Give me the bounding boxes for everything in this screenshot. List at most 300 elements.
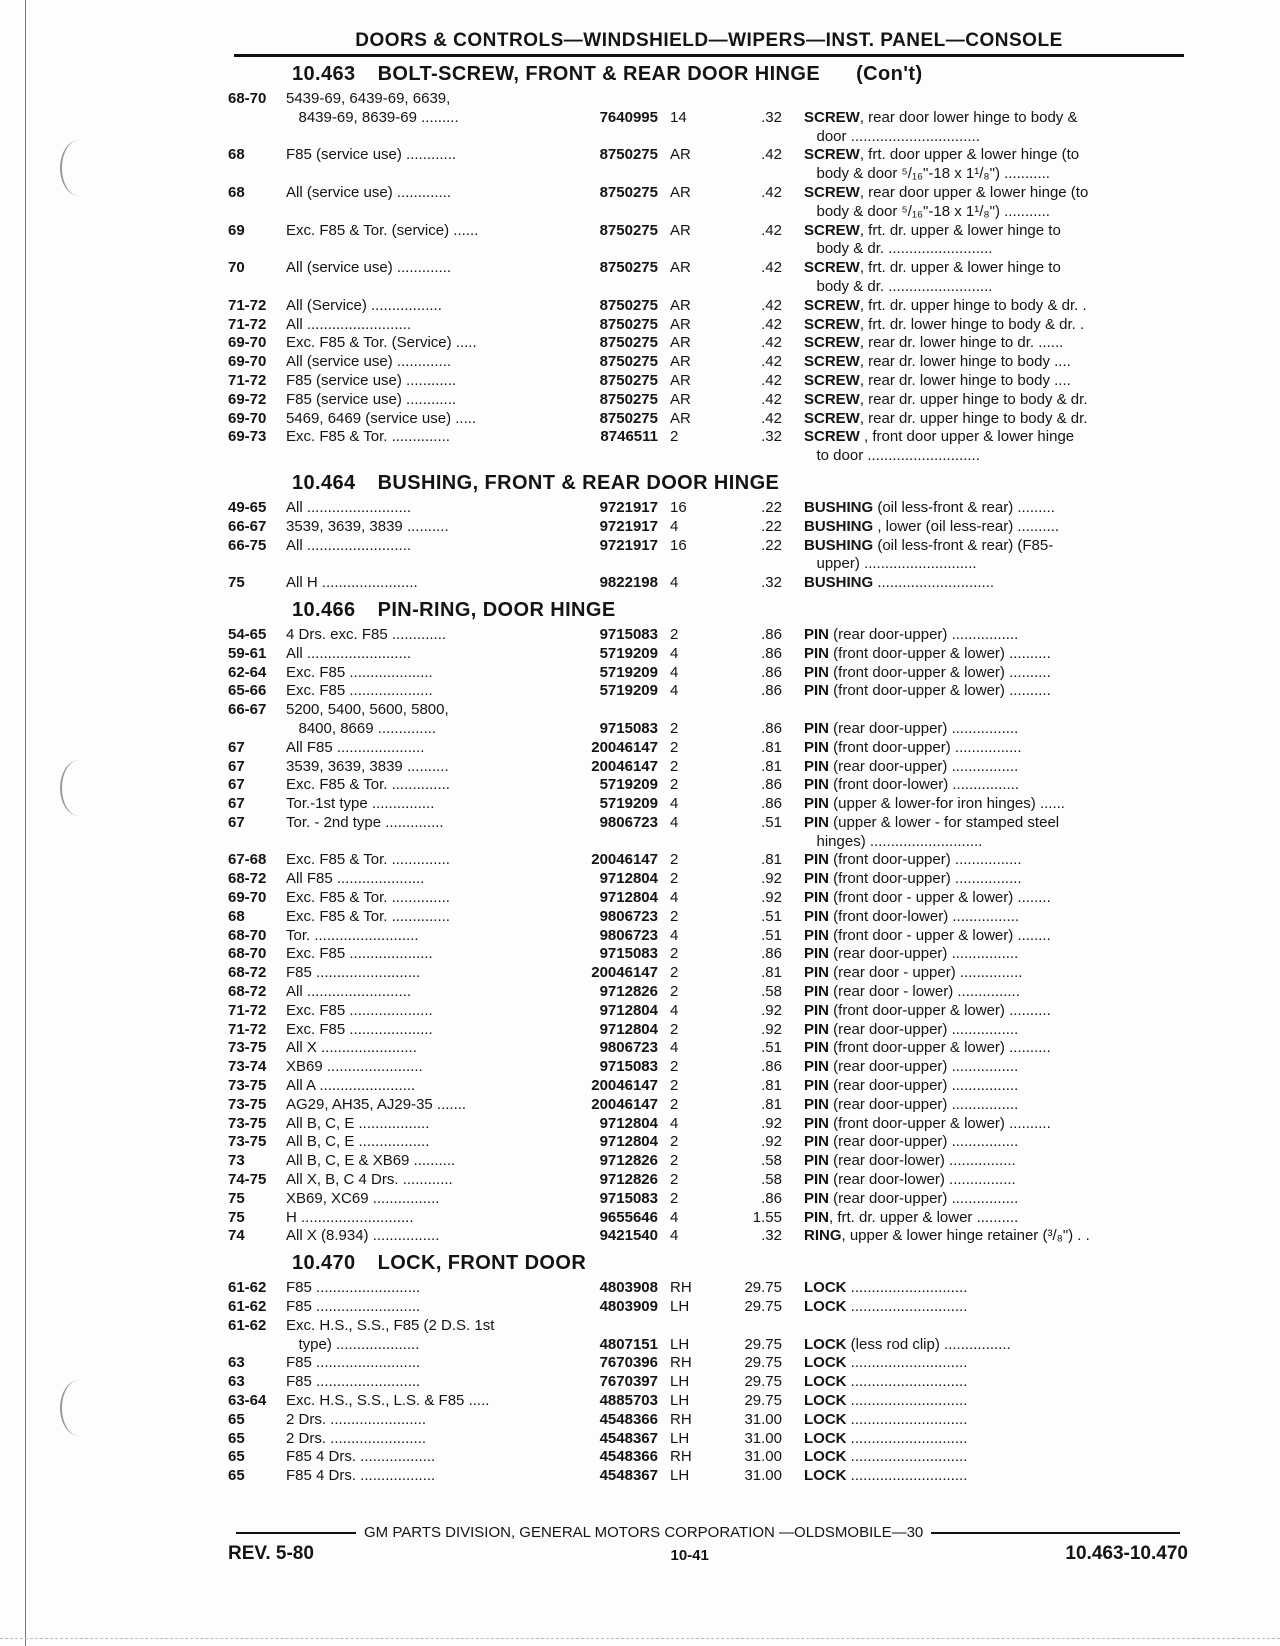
part-name-main: LOCK <box>804 1298 847 1316</box>
model-years: 68 <box>228 183 245 201</box>
model-years: 61-62 <box>228 1279 267 1297</box>
part-name <box>804 428 1188 447</box>
price: .86 <box>761 682 782 700</box>
part-name <box>804 1171 1188 1190</box>
section-heading: BUSHING, FRONT & REAR DOOR HINGE <box>377 471 780 494</box>
part-name <box>804 720 1188 739</box>
part-name-detail: (front door-upper) ................ <box>829 851 1022 869</box>
part-name-main: PIN <box>804 1077 830 1095</box>
part-name-main: PIN <box>804 719 830 737</box>
parts-row <box>228 1392 1188 1411</box>
catalog-section <box>228 472 1188 593</box>
quantity: AR <box>670 353 691 371</box>
part-name-main: BUSHING <box>804 498 874 516</box>
model-years <box>228 1336 286 1355</box>
part-name <box>804 945 1188 964</box>
part-number: 4548366 <box>599 1448 658 1466</box>
part-number: 9712826 <box>599 1152 658 1170</box>
part-number <box>548 278 658 297</box>
quantity <box>658 240 710 259</box>
application: Exc. F85 & Tor. (Service) ..... <box>286 334 477 352</box>
parts-row <box>228 240 1188 259</box>
part-name-main: PIN <box>804 795 830 813</box>
quantity <box>658 1317 710 1336</box>
price: .81 <box>761 757 782 775</box>
application: Exc. H.S., S.S., L.S. & F85 ..... <box>286 1392 490 1409</box>
part-name-main: PIN <box>804 663 830 681</box>
parts-row <box>228 1115 1188 1134</box>
price: 29.75 <box>744 1392 782 1409</box>
part-number: 8750275 <box>599 353 658 371</box>
price <box>710 90 804 109</box>
part-name <box>804 1209 1188 1228</box>
price: 29.75 <box>744 1279 782 1297</box>
application: Exc. H.S., S.S., F85 (2 D.S. 1st <box>286 1316 495 1334</box>
parts-row <box>228 391 1188 410</box>
part-name-detail: , front door upper & lower hinge <box>859 428 1075 446</box>
part-name-detail: , frt. door upper & lower hinge (to <box>859 146 1080 164</box>
parts-row <box>228 372 1188 391</box>
part-name-main: PIN <box>804 776 830 794</box>
quantity: 4 <box>670 813 679 831</box>
price: .42 <box>761 371 782 389</box>
model-years <box>228 447 286 466</box>
parts-row <box>228 353 1188 372</box>
price: .58 <box>761 1152 782 1170</box>
part-name-main: SCREW <box>804 334 860 352</box>
price: .42 <box>761 353 782 371</box>
quantity <box>658 701 710 720</box>
parts-row <box>228 334 1188 353</box>
part-number: 20046147 <box>591 738 658 756</box>
price: .86 <box>761 776 782 794</box>
price: .42 <box>761 296 782 314</box>
quantity: 2 <box>670 1058 679 1076</box>
price: .51 <box>761 813 782 831</box>
part-name-detail: , frt. dr. upper & lower .......... <box>829 1208 1019 1226</box>
application: type) .................... <box>286 1335 420 1353</box>
part-name-detail: , rear dr. upper hinge to body & dr. <box>859 390 1088 408</box>
application: Exc. F85 & Tor. .............. <box>286 889 450 907</box>
part-number: 7670396 <box>599 1354 658 1372</box>
price: .51 <box>761 926 782 944</box>
model-years: 71-72 <box>228 1020 267 1038</box>
part-name <box>804 964 1188 983</box>
price: .42 <box>761 409 782 427</box>
application: 8439-69, 8639-69 ......... <box>286 108 459 126</box>
punch-hole <box>60 760 98 816</box>
quantity <box>658 165 710 184</box>
price: .86 <box>761 663 782 681</box>
price: .22 <box>761 517 782 535</box>
quantity: 4 <box>670 663 679 681</box>
parts-row <box>228 833 1188 852</box>
quantity: 4 <box>670 1001 679 1019</box>
parts-row <box>228 1002 1188 1021</box>
part-number <box>548 833 658 852</box>
part-name-main: PIN <box>804 1208 830 1226</box>
price <box>710 447 804 466</box>
parts-row <box>228 795 1188 814</box>
part-number: 4807151 <box>599 1335 658 1353</box>
part-name-detail: ............................ <box>846 1298 968 1316</box>
application: 4 Drs. exc. F85 ............. <box>286 625 447 643</box>
parts-row <box>228 983 1188 1002</box>
part-number: 5719209 <box>599 795 658 813</box>
part-name <box>804 908 1188 927</box>
part-number: 8750275 <box>599 221 658 239</box>
part-name <box>804 1467 1188 1486</box>
parts-row <box>228 537 1188 556</box>
quantity: 14 <box>670 108 687 126</box>
part-number: 9712804 <box>599 889 658 907</box>
part-number <box>548 447 658 466</box>
part-name-main: PIN <box>804 926 830 944</box>
part-name-detail: (rear door-upper) ................ <box>829 1020 1019 1038</box>
price: .81 <box>761 851 782 869</box>
model-years: 69 <box>228 221 245 239</box>
part-name-detail: , rear dr. lower hinge to body .... <box>859 371 1071 389</box>
part-name-main: LOCK <box>804 1279 847 1297</box>
part-number: 9822198 <box>599 574 658 592</box>
price: 29.75 <box>744 1373 782 1391</box>
quantity <box>658 203 710 222</box>
part-name-main: PIN <box>804 983 830 1001</box>
application: Exc. F85 & Tor. .............. <box>286 851 450 869</box>
parts-row <box>228 739 1188 758</box>
parts-row <box>228 1133 1188 1152</box>
parts-row <box>228 1227 1188 1246</box>
part-name <box>804 1058 1188 1077</box>
application <box>286 203 548 222</box>
model-years: 73-75 <box>228 1039 267 1057</box>
model-years: 66-67 <box>228 701 267 719</box>
parts-row <box>228 518 1188 537</box>
part-name-main: PIN <box>804 1020 830 1038</box>
section-title <box>228 63 1188 86</box>
parts-row <box>228 316 1188 335</box>
part-number <box>548 1317 658 1336</box>
part-name-detail: to door ........................... <box>804 447 980 465</box>
part-name-main: PIN <box>804 964 830 982</box>
quantity: 2 <box>670 1077 679 1095</box>
application <box>286 555 548 574</box>
model-years: 65 <box>228 1467 245 1485</box>
part-name <box>804 1336 1188 1355</box>
quantity: 2 <box>670 757 679 775</box>
part-name <box>804 758 1188 777</box>
model-years: 73-75 <box>228 1133 267 1151</box>
part-name-detail: body & dr. ......................... <box>804 240 993 258</box>
application: All B, C, E & XB69 .......... <box>286 1152 456 1170</box>
section-heading: BOLT-SCREW, FRONT & REAR DOOR HINGE <box>377 63 821 85</box>
quantity: 4 <box>670 682 679 700</box>
part-name-detail: (front door-upper) ................ <box>829 870 1022 888</box>
application: 2 Drs. ....................... <box>286 1429 427 1447</box>
part-number: 8750275 <box>599 146 658 164</box>
model-years: 68-70 <box>228 926 267 944</box>
application: All ......................... <box>286 983 412 1001</box>
part-number: 4803908 <box>599 1279 658 1297</box>
part-name <box>804 1317 1188 1336</box>
parts-row <box>228 1430 1188 1449</box>
part-name <box>804 1021 1188 1040</box>
part-name <box>804 447 1188 466</box>
quantity: 2 <box>670 964 679 982</box>
application: Tor. ......................... <box>286 926 419 944</box>
part-name-detail: , frt. dr. lower hinge to body & dr. . <box>859 315 1085 333</box>
application: All X, B, C 4 Drs. ............ <box>286 1171 453 1189</box>
parts-row <box>228 1467 1188 1486</box>
part-number: 5719209 <box>599 776 658 794</box>
model-years: 73-75 <box>228 1095 267 1113</box>
part-name-detail: ............................ <box>873 574 995 592</box>
quantity: LH <box>670 1429 690 1447</box>
part-name-detail: (rear door-upper) ................ <box>829 1077 1019 1095</box>
part-name <box>804 165 1188 184</box>
part-name-main: PIN <box>804 682 830 700</box>
application: All ......................... <box>286 644 412 662</box>
price: .42 <box>761 390 782 408</box>
part-name-detail: (oil less-front & rear) (F85- <box>873 536 1054 554</box>
part-number: 5719209 <box>599 644 658 662</box>
part-name-detail: ............................ <box>846 1429 968 1447</box>
part-name-detail: ............................ <box>846 1448 968 1466</box>
part-number: 9712804 <box>599 1020 658 1038</box>
part-name <box>804 776 1188 795</box>
part-name-main: SCREW <box>804 353 860 371</box>
price: .22 <box>761 498 782 516</box>
model-years: 69-70 <box>228 334 267 352</box>
section-title <box>228 1252 1188 1275</box>
part-name-detail: (upper & lower - for stamped steel <box>829 813 1060 831</box>
part-name-detail: (rear door - upper) ............... <box>829 964 1023 982</box>
model-years: 70 <box>228 259 245 277</box>
part-name-main: LOCK <box>804 1410 847 1428</box>
part-number: 8750275 <box>599 409 658 427</box>
part-name <box>804 499 1188 518</box>
part-number <box>548 90 658 109</box>
part-name-main: BUSHING <box>804 517 874 535</box>
quantity: 4 <box>670 644 679 662</box>
model-years: 66-67 <box>228 517 267 535</box>
application: XB69, XC69 ................ <box>286 1189 440 1207</box>
parts-row <box>228 1077 1188 1096</box>
part-name <box>804 870 1188 889</box>
model-years: 63 <box>228 1354 245 1372</box>
part-number: 9715083 <box>599 1058 658 1076</box>
quantity: AR <box>670 334 691 352</box>
part-name <box>804 1298 1188 1317</box>
parts-row <box>228 1317 1188 1336</box>
part-name <box>804 222 1188 241</box>
footer-rule <box>931 1532 1180 1534</box>
part-number: 8750275 <box>599 183 658 201</box>
part-name-detail: (front door-lower) ................ <box>829 907 1020 925</box>
application: All A ....................... <box>286 1077 416 1095</box>
model-years: 73 <box>228 1152 245 1170</box>
part-number: 8750275 <box>599 371 658 389</box>
price: 29.75 <box>744 1335 782 1353</box>
part-name-detail: (upper & lower-for iron hinges) ...... <box>829 795 1065 813</box>
application: All F85 ..................... <box>286 870 425 888</box>
sections-container <box>228 63 1188 1486</box>
quantity: AR <box>670 296 691 314</box>
part-name-detail: (front door-upper & lower) .......... <box>829 663 1051 681</box>
part-name-detail: , upper & lower hinge retainer (³/₈") . . <box>841 1227 1090 1245</box>
model-years: 63 <box>228 1373 245 1391</box>
application: Exc. F85 .................... <box>286 1020 433 1038</box>
part-name-detail: ............................ <box>846 1467 968 1485</box>
part-number: 20046147 <box>591 964 658 982</box>
part-name-main: LOCK <box>804 1467 847 1485</box>
part-name <box>804 1354 1188 1373</box>
part-number: 9421540 <box>599 1227 658 1245</box>
part-name <box>804 927 1188 946</box>
part-name <box>804 574 1188 593</box>
part-name-detail: , frt. dr. upper & lower hinge to <box>859 259 1061 277</box>
part-name-main: SCREW <box>804 296 860 314</box>
application <box>286 165 548 184</box>
revision-label: REV. 5-80 <box>228 1543 314 1564</box>
part-number: 9806723 <box>599 813 658 831</box>
parts-row <box>228 1336 1188 1355</box>
part-number: 8750275 <box>599 259 658 277</box>
quantity: 2 <box>670 870 679 888</box>
part-name-detail: (front door-upper & lower) .......... <box>829 1001 1051 1019</box>
price: .86 <box>761 795 782 813</box>
quantity: 2 <box>670 907 679 925</box>
quantity: 2 <box>670 1095 679 1113</box>
section-number: 10.466 <box>292 598 356 621</box>
price <box>710 278 804 297</box>
part-number <box>548 203 658 222</box>
part-number: 5719209 <box>599 682 658 700</box>
part-number: 8750275 <box>599 390 658 408</box>
price <box>710 1317 804 1336</box>
application: All X ....................... <box>286 1039 417 1057</box>
part-name-detail: (front door-upper & lower) .......... <box>829 1039 1051 1057</box>
part-number: 9721917 <box>599 517 658 535</box>
footer-division: GM PARTS DIVISION, GENERAL MOTORS CORPORATION —OLDSMOBILE—30 <box>364 1524 924 1541</box>
application: F85 4 Drs. .................. <box>286 1448 436 1466</box>
part-number: 8746511 <box>600 428 658 446</box>
part-name-detail: hinges) ........................... <box>804 832 983 850</box>
part-name-main: PIN <box>804 945 830 963</box>
part-name-main: PIN <box>804 889 830 907</box>
application: Tor. - 2nd type .............. <box>286 813 444 831</box>
application: F85 (service use) ............ <box>286 146 457 164</box>
parts-row <box>228 1058 1188 1077</box>
part-name-main: PIN <box>804 851 830 869</box>
part-name-main: SCREW <box>804 259 860 277</box>
application <box>286 447 548 466</box>
quantity: AR <box>670 146 691 164</box>
model-years: 73-75 <box>228 1077 267 1095</box>
part-name-detail: ............................ <box>846 1392 968 1409</box>
section-title <box>228 599 1188 622</box>
parts-row <box>228 1190 1188 1209</box>
part-name <box>804 518 1188 537</box>
price: .42 <box>761 146 782 164</box>
part-name <box>804 334 1188 353</box>
part-number: 9806723 <box>599 1039 658 1057</box>
part-name <box>804 645 1188 664</box>
part-number: 8750275 <box>599 296 658 314</box>
part-name-detail: ............................ <box>846 1373 968 1391</box>
parts-row <box>228 555 1188 574</box>
model-years <box>228 165 286 184</box>
price: .42 <box>761 334 782 352</box>
model-years <box>228 720 286 739</box>
parts-row <box>228 927 1188 946</box>
part-name-main: PIN <box>804 907 830 925</box>
part-name-detail: (front door-upper) ................ <box>829 738 1022 756</box>
quantity: 4 <box>670 1227 679 1245</box>
model-years: 67 <box>228 795 245 813</box>
page-number: 10-41 <box>670 1547 709 1564</box>
part-name <box>804 537 1188 556</box>
application: Exc. F85 .................... <box>286 945 433 963</box>
part-number: 4548367 <box>599 1429 658 1447</box>
part-name <box>804 1279 1188 1298</box>
model-years: 67 <box>228 738 245 756</box>
parts-row <box>228 1209 1188 1228</box>
model-years: 71-72 <box>228 315 267 333</box>
quantity: 2 <box>670 851 679 869</box>
part-name-main: PIN <box>804 813 830 831</box>
part-number: 9721917 <box>599 498 658 516</box>
price: .81 <box>761 964 782 982</box>
part-number: 8750275 <box>599 315 658 333</box>
part-name-detail: (rear door-upper) ................ <box>829 1058 1019 1076</box>
model-years: 67 <box>228 757 245 775</box>
model-years: 68 <box>228 146 245 164</box>
part-number: 20046147 <box>591 851 658 869</box>
application: Exc. F85 .................... <box>286 1001 433 1019</box>
part-name <box>804 1133 1188 1152</box>
model-years: 71-72 <box>228 296 267 314</box>
price <box>710 165 804 184</box>
quantity: 4 <box>670 1039 679 1057</box>
part-number <box>548 165 658 184</box>
part-number: 9712804 <box>599 1114 658 1132</box>
part-name-detail: (rear door-upper) ................ <box>829 1133 1019 1151</box>
quantity: 2 <box>670 1152 679 1170</box>
model-years: 61-62 <box>228 1316 267 1334</box>
application: F85 ......................... <box>286 1354 421 1372</box>
application: F85 (service use) ............ <box>286 371 457 389</box>
footer-division-line <box>228 1524 1188 1541</box>
quantity: RH <box>670 1410 692 1428</box>
part-name-main: SCREW <box>804 146 860 164</box>
part-name-detail: body & door ⁵/₁₆"-18 x 1¹/₈") ........... <box>804 202 1050 220</box>
parts-row <box>228 1021 1188 1040</box>
quantity: 2 <box>670 719 679 737</box>
part-name <box>804 1190 1188 1209</box>
part-number: 9715083 <box>599 625 658 643</box>
catalog-page <box>228 30 1188 1486</box>
quantity <box>658 447 710 466</box>
part-number <box>548 128 658 147</box>
application: All H ....................... <box>286 574 418 592</box>
part-name <box>804 1448 1188 1467</box>
quantity: 2 <box>670 625 679 643</box>
price: .81 <box>761 1095 782 1113</box>
quantity: AR <box>670 390 691 408</box>
model-years: 49-65 <box>228 498 267 516</box>
parts-row <box>228 1298 1188 1317</box>
